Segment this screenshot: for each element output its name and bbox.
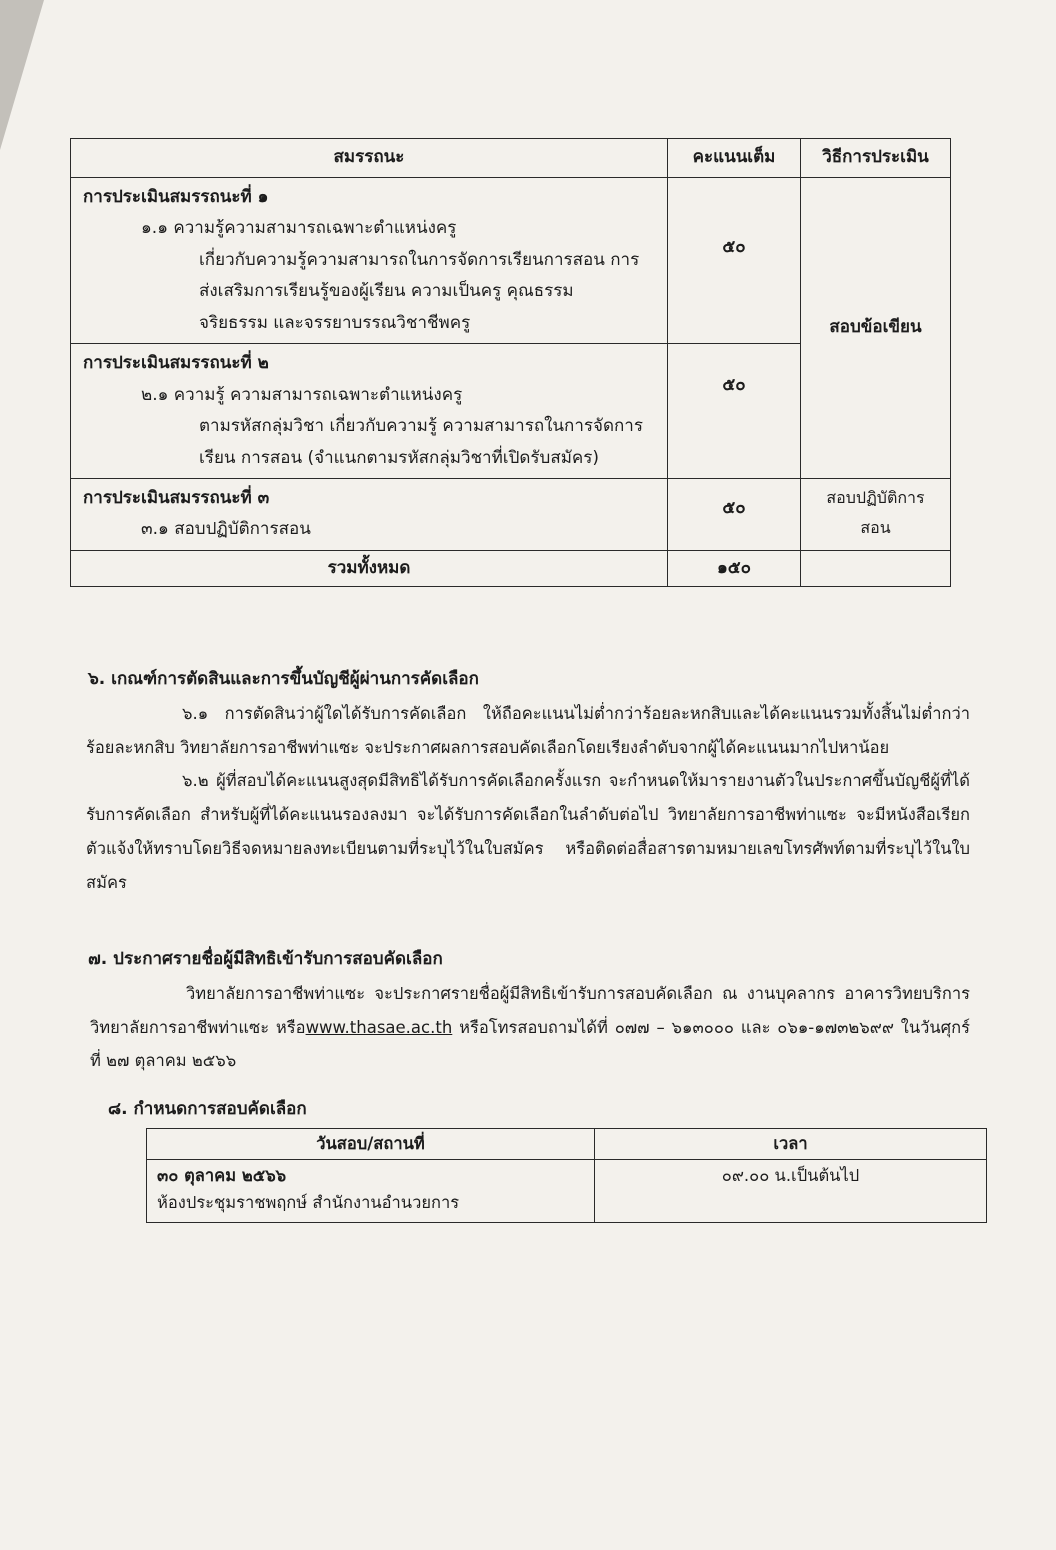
header-date-place: วันสอบ/สถานที่ [147,1129,595,1160]
competency-2-detail-line: เรียน การสอน (จำแนกตามรหัสกลุ่มวิชาที่เปิดรับสมัคร) [199,447,600,468]
section-7-text-end: หรือโทรสอบถามได้ที่ ๐๗๗ – ๖๑๓๐๐๐ และ ๐๖๑-๑๗๓๒๖๙๙ ในวันศุกร์ ที่ ๒๗ ตุลาคม ๒๕๖๖ [90,1017,971,1071]
header-competency: สมรรถนะ [71,139,668,178]
section-6-heading: ๖. เกณฑ์การตัดสินและการขึ้นบัญชีผู้ผ่านการคัดเลือก [88,669,479,689]
schedule-row [147,1160,987,1223]
competency-2-title: การประเมินสมรรถนะที่ ๒ [83,353,269,374]
table-row-competency-3 [71,478,951,550]
table-row-competency-1 [71,178,951,344]
method-practical-line: สอน [860,518,891,538]
competency-3-item: ๓.๑ สอบปฏิบัติการสอน [141,519,311,540]
section-6 [86,662,970,900]
section-7-paragraph [90,977,970,1078]
section-7-heading: ๗. ประกาศรายชื่อผู้มีสิทธิเข้ารับการสอบคัดเลือก [88,949,443,969]
competency-2-score: ๕๐ [668,344,801,479]
competency-1-score: ๕๐ [668,178,801,344]
section-8 [108,1092,978,1127]
section-6-paragraph-2: ๖.๒ ผู้ที่สอบได้คะแนนสูงสุดมีสิทธิได้รับการคัดเลือกครั้งแรก จะกำหนดให้มารายงานตัวในประกาศขึ้นบัญชีผู้ที่ได้รับการคัดเลือก สำหรับผู้ที่ได้คะแนนรองลงมา จะได้รับการคัดเลือกในลำดับต่อไป วิทยาลัยการอาชีพท่าแซะ จะมีหนังสือเรียกตัวแจ้งให้ทราบโดยวิธีจดหมายลงทะเบียนตามที่ระบุไว้ในใบสมัคร หรือติดต่อสื่อสารตามหมายเลขโทรศัพท์ตามที่ระบุไว้ในใบสมัคร [86,771,970,892]
website-link[interactable]: www.thasae.ac.th [305,1017,453,1037]
competency-1-detail-line: จริยธรรม และจรรยาบรรณวิชาชีพครู [199,312,471,333]
table-total-row [71,550,951,586]
section-6-paragraph-1: ๖.๑ การตัดสินว่าผู้ใดได้รับการคัดเลือก ให้ถือคะแนนไม่ต่ำกว่าร้อยละหกสิบและได้คะแนนรวมทั้งสิ้นไม่ต่ำกว่าร้อยละหกสิบ วิทยาลัยการอาชีพท่าแซะ จะประกาศผลการสอบคัดเลือกโดยเรียงลำดับจากผู้ได้คะแนนมากไปหาน้อย [86,703,970,757]
competency-1-title: การประเมินสมรรถนะที่ ๑ [83,187,269,207]
header-full-score: คะแนนเต็ม [668,139,801,178]
schedule-time: ๐๙.๐๐ น.เป็นต้นไป [595,1160,987,1223]
schedule-header-row [147,1129,987,1160]
header-method: วิธีการประเมิน [801,139,951,178]
competency-2-detail-line: ตามรหัสกลุ่มวิชา เกี่ยวกับความรู้ ความสามารถในการจัดการ [199,416,643,437]
competency-1-item: ๑.๑ ความรู้ความสามารถเฉพาะตำแหน่งครู [141,218,457,239]
competency-table [70,138,951,587]
schedule-date: ๓๐ ตุลาคม ๒๕๖๖ [157,1166,287,1186]
competency-1-detail-line: เกี่ยวกับความรู้ความสามารถในการจัดการเรียนการสอน การ [199,249,640,270]
competency-2-item: ๒.๑ ความรู้ ความสามารถเฉพาะตำแหน่งครู [141,384,463,405]
competency-1-cell [71,178,668,344]
method-practical [801,478,951,550]
total-score: ๑๕๐ [668,550,801,586]
schedule-table [146,1128,987,1223]
competency-2-cell [71,344,668,479]
section-7 [88,942,971,1078]
total-label: รวมทั้งหมด [71,550,668,586]
section-8-heading: ๘. กำหนดการสอบคัดเลือก [108,1099,307,1119]
schedule-date-place [147,1160,595,1223]
method-practical-line: สอบปฏิบัติการ [826,487,925,507]
competency-3-title: การประเมินสมรรถนะที่ ๓ [83,487,270,508]
total-method-empty [801,550,951,586]
method-written: สอบข้อเขียน [801,178,951,479]
section-7-text-start: วิทยาลัยการอาชีพท่าแซะ จะประกาศรายชื่อผู้มีสิทธิเข้ารับการสอบคัดเลือก ณ งานบุคลากร อาคารวิทยบริการ วิทยาลัยการอาชีพท่าแซะ หรือ [90,983,970,1037]
schedule-place: ห้องประชุมราชพฤกษ์ สำนักงานอำนวยการ [157,1192,460,1212]
header-time: เวลา [595,1129,987,1160]
table-header-row [71,139,951,178]
competency-3-score: ๕๐ [668,478,801,550]
competency-1-detail-line: ส่งเสริมการเรียนรู้ของผู้เรียน ความเป็นครู คุณธรรม [199,281,574,302]
competency-3-cell [71,478,668,550]
